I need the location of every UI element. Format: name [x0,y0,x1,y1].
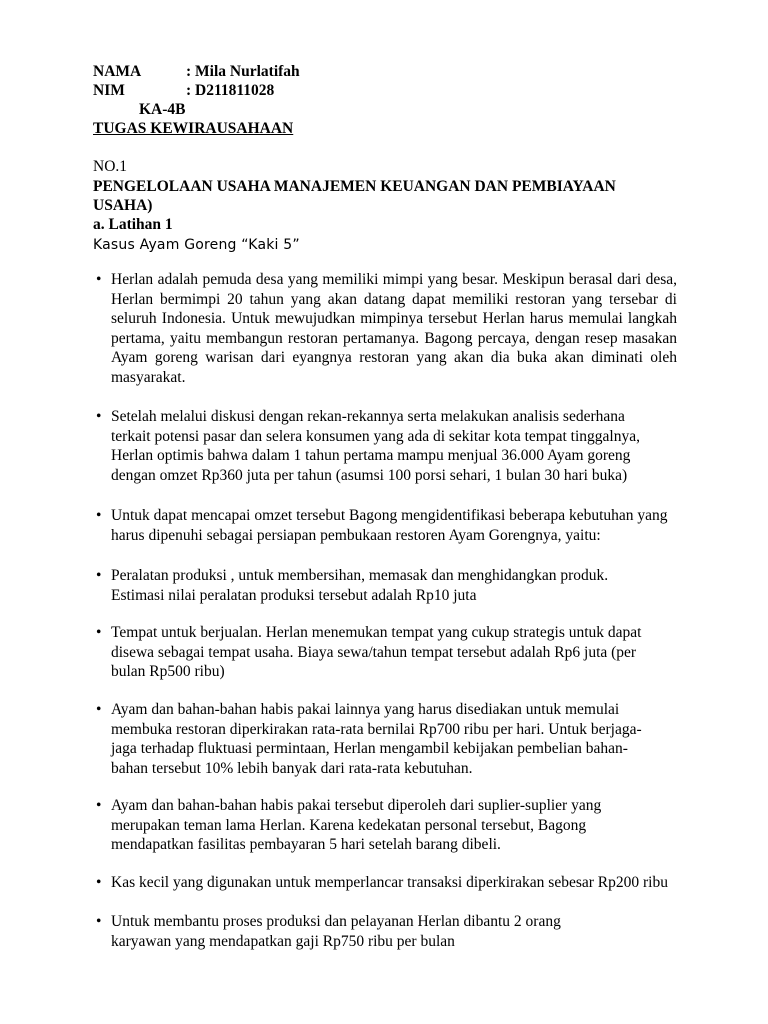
paragraph-line: Herlan optimis bahwa dalam 1 tahun pertama mampu menjual 36.000 Ayam goreng [111,447,631,464]
tugas-heading: TUGAS KEWIRAUSAHAAN [93,120,294,137]
nim-value: : D211811028 [186,82,275,99]
nama-label: NAMA [93,63,142,80]
section-title-line1: PENGELOLAAN USAHA MANAJEMEN KEUANGAN DAN PEMBIAYAAN [93,178,616,195]
paragraph-line: mendapatkan fasilitas pembayaran 5 hari setelah barang dibeli. [111,836,501,853]
bullet-marker: • [96,797,102,814]
bullet-paragraph-3 [111,506,668,545]
bullet-paragraph-5 [111,623,642,682]
nama-value: : Mila Nurlatifah [186,63,300,80]
bullet-paragraph-6 [111,700,642,778]
bullet-paragraph-1 [111,270,677,387]
bullet-paragraph-8 [111,873,668,893]
paragraph-line: Tempat untuk berjualan. Herlan menemukan tempat yang cukup strategis untuk dapat [111,624,642,641]
paragraph-line: bahan tersebut 10% lebih banyak dari rata-rata kebutuhan. [111,759,473,777]
paragraph-line: membuka restoran diperkirakan rata-rata bernilai Rp700 ribu per hari. Untuk berjaga- [111,720,642,738]
paragraph-line: Herlan adalah pemuda desa yang memiliki mimpi yang besar. Meskipun berasal dari desa, [111,271,677,288]
bullet-paragraph-7 [111,796,601,855]
kelas: KA-4B [139,101,186,118]
bullet-paragraph-4 [111,566,608,605]
nim-label: NIM [93,82,125,99]
paragraph-line: Herlan bermimpi 20 tahun yang akan datang dapat memiliki restoran yang tersebar di [111,290,677,308]
paragraph-line: jaga terhadap fluktuasi permintaan, Herlan mengambil kebijakan pembelian bahan- [111,740,628,757]
kasus-title: Kasus Ayam Goreng “Kaki 5” [93,237,300,253]
paragraph-line: disewa sebagai tempat usaha. Biaya sewa/tahun tempat tersebut adalah Rp6 juta (per [111,643,637,661]
paragraph-line: Ayam dan bahan-bahan habis pakai lainnya yang harus disediakan untuk memulai [111,701,620,718]
bullet-marker: • [96,701,102,718]
paragraph-line: Setelah melalui diskusi dengan rekan-rekannya serta melakukan analisis sederhana [111,408,625,425]
paragraph-line: merupakan teman lama Herlan. Karena kedekatan personal tersebut, Bagong [111,816,587,834]
bullet-marker: • [96,408,102,425]
bullet-marker: • [96,624,102,641]
paragraph-line: karyawan yang mendapatkan gaji Rp750 ribu per bulan [111,932,455,950]
bullet-marker: • [96,874,102,891]
bullet-paragraph-2 [111,407,640,485]
section-title-line2: USAHA) [93,197,153,214]
paragraph-line: pertama, yaitu membangun restoran pertamanya. Bagong percaya, dengan resep masakan [111,329,677,347]
bullet-marker: • [96,271,102,288]
paragraph-line: Untuk membantu proses produksi dan pelayanan Herlan dibantu 2 orang [111,913,561,930]
paragraph-line: seluruh Indonesia. Untuk mewujudkan mimpinya tersebut Herlan harus memulai langkah [111,310,677,327]
paragraph-line: Peralatan produksi , untuk membersihan, memasak dan menghidangkan produk. [111,567,609,584]
paragraph-line: Ayam dan bahan-bahan habis pakai tersebut diperoleh dari suplier-suplier yang [111,797,602,814]
section-number: NO.1 [93,158,128,175]
paragraph-line: dengan omzet Rp360 juta per tahun (asumsi 100 porsi sehari, 1 bulan 30 hari buka) [111,466,628,484]
paragraph-line: Ayam goreng warisan dari eyangnya restoran yang akan dia buka akan diminati oleh [111,349,677,366]
bullet-marker: • [96,567,102,584]
paragraph-line: masyarakat. [111,368,186,386]
bullet-marker: • [96,507,102,524]
paragraph-line: Untuk dapat mencapai omzet tersebut Bagong mengidentifikasi beberapa kebutuhan yang [111,507,668,524]
latihan-label: a. Latihan 1 [93,216,173,233]
bullet-paragraph-9 [111,912,561,951]
paragraph-line: Kas kecil yang digunakan untuk memperlancar transaksi diperkirakan sebesar Rp200 ribu [111,874,668,891]
paragraph-line: terkait potensi pasar dan selera konsumen yang ada di sekitar kota tempat tinggalnya, [111,427,640,445]
paragraph-line: Estimasi nilai peralatan produksi tersebut adalah Rp10 juta [111,586,477,604]
paragraph-line: harus dipenuhi sebagai persiapan pembukaan restoren Ayam Gorengnya, yaitu: [111,526,601,544]
paragraph-line: bulan Rp500 ribu) [111,663,225,680]
bullet-marker: • [96,913,102,930]
